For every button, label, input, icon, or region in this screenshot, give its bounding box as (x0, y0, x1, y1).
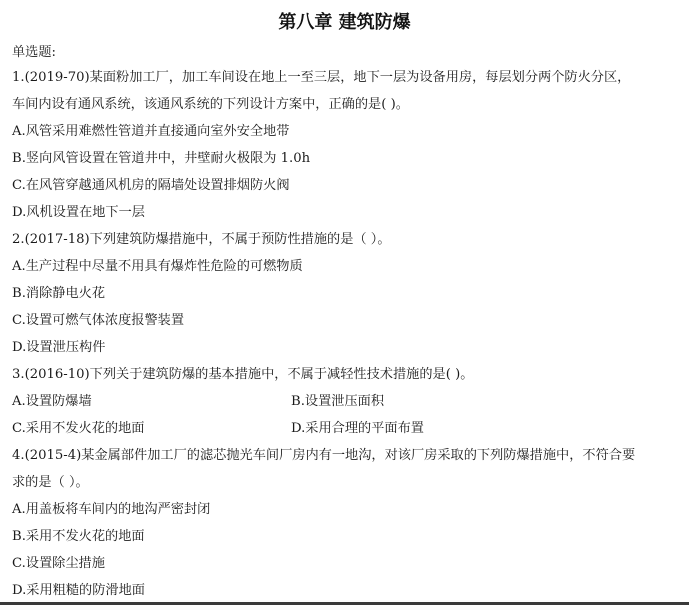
question-1-stem-line-2: 车间内设有通风系统，该通风系统的下列设计方案中，正确的是( )。 (12, 97, 409, 112)
question-3-stem: 3.(2016-10)下列关于建筑防爆的基本措施中，不属于减轻性技术措施的是( )。 (12, 367, 474, 382)
question-4-stem-line-1: 4.(2015-4)某金属部件加工厂的滤芯抛光车间厂房内有一地沟，对该厂房采取的下列防爆措施中，不符合要 (12, 448, 636, 463)
question-4-option-b[interactable]: B.采用不发火花的地面 (12, 529, 145, 544)
question-3-option-c[interactable]: C.采用不发火花的地面 (12, 421, 145, 436)
question-1-option-a[interactable]: A.风管采用难燃性管道并直接通向室外安全地带 (12, 124, 290, 139)
question-1-option-b[interactable]: B.竖向风管设置在管道井中，井壁耐火极限为 1.0h (12, 151, 311, 166)
question-2-stem: 2.(2017-18)下列建筑防爆措施中，不属于预防性措施的是（ ）。 (12, 232, 391, 247)
question-4-stem-line-2: 求的是（ ）。 (12, 475, 89, 490)
question-4-option-a[interactable]: A.用盖板将车间内的地沟严密封闭 (12, 502, 211, 517)
question-2-option-d[interactable]: D.设置泄压构件 (12, 340, 106, 355)
page-title: 第八章 建筑防爆 (278, 12, 411, 33)
question-2-option-c[interactable]: C.设置可燃气体浓度报警装置 (12, 313, 185, 328)
question-4-option-d[interactable]: D.采用粗糙的防滑地面 (12, 583, 145, 598)
question-3-option-b[interactable]: B.设置泄压面积 (291, 394, 385, 409)
question-1-stem-line-1: 1.(2019-70)某面粉加工厂，加工车间设在地上一至三层，地下一层为设备用房，每层划分两个防火分区， (12, 70, 631, 85)
section-label: 单选题: (12, 45, 57, 60)
question-3-option-a[interactable]: A.设置防爆墙 (12, 394, 92, 409)
question-2-option-a[interactable]: A.生产过程中尽量不用具有爆炸性危险的可燃物质 (12, 259, 303, 274)
question-1-option-d[interactable]: D.风机设置在地下一层 (12, 205, 145, 220)
question-4-option-c[interactable]: C.设置除尘措施 (12, 556, 105, 571)
question-1-option-c[interactable]: C.在风管穿越通风机房的隔墙处设置排烟防火阀 (12, 178, 290, 193)
question-3-option-d[interactable]: D.采用合理的平面布置 (291, 421, 424, 436)
question-2-option-b[interactable]: B.消除静电火花 (12, 286, 106, 301)
